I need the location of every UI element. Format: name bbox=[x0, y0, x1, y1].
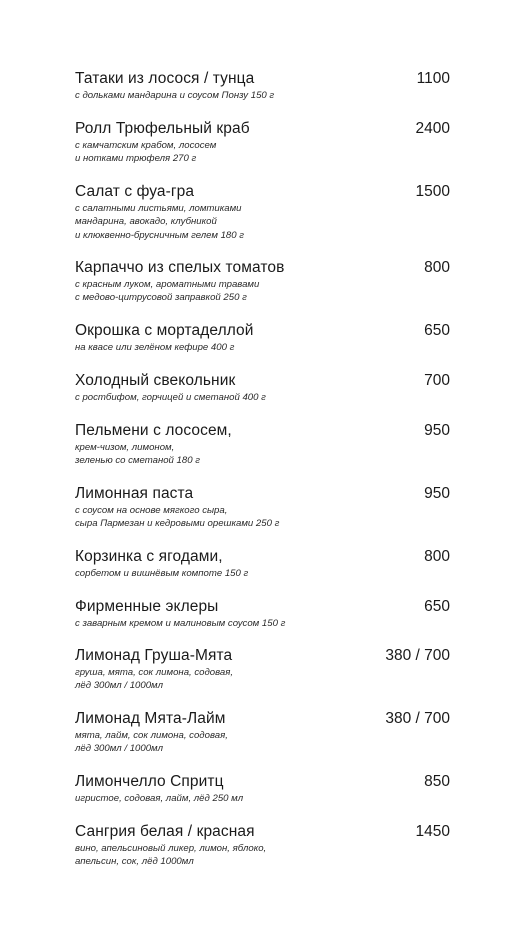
item-description-line: с красным луком, ароматными травами bbox=[75, 279, 260, 290]
item-description-line: мята, лайм, сок лимона, содовая, bbox=[75, 730, 228, 741]
item-name: Салат с фуа-гра bbox=[75, 183, 195, 200]
menu-item bbox=[75, 485, 450, 531]
item-description-line: зеленью со сметаной 180 г bbox=[75, 455, 200, 467]
item-description bbox=[75, 729, 450, 756]
item-name: Окрошка с мортаделлой bbox=[75, 322, 254, 339]
item-description-line: сыра Пармезан и кедровыми орешками 250 г bbox=[75, 518, 280, 530]
menu-item bbox=[75, 647, 450, 693]
menu-item bbox=[75, 598, 450, 630]
item-description bbox=[75, 89, 450, 102]
item-description bbox=[75, 617, 450, 630]
menu-item bbox=[75, 120, 450, 166]
menu-item bbox=[75, 548, 450, 580]
item-description-line: с салатными листьями, ломтиками bbox=[75, 203, 242, 214]
item-name: Карпаччо из спелых томатов bbox=[75, 259, 285, 276]
menu-item bbox=[75, 183, 450, 242]
item-description-line: и нотками трюфеля 270 г bbox=[75, 153, 197, 165]
item-description-line: игристое, содовая, лайм, лёд 250 мл bbox=[75, 793, 244, 804]
item-description bbox=[75, 504, 450, 531]
item-description-line: апельсин, сок, лёд 1000мл bbox=[75, 856, 194, 868]
item-name: Корзинка с ягодами, bbox=[75, 548, 223, 565]
item-name: Пельмени с лососем, bbox=[75, 422, 232, 439]
menu-item bbox=[75, 259, 450, 305]
item-description bbox=[75, 792, 450, 805]
item-description bbox=[75, 139, 450, 166]
item-price: 1450 bbox=[415, 823, 450, 840]
item-name: Сангрия белая / красная bbox=[75, 823, 255, 840]
item-description-line: крем-чизом, лимоном, bbox=[75, 442, 175, 453]
item-description bbox=[75, 441, 450, 468]
item-description-line: лёд 300мл / 1000мл bbox=[75, 680, 164, 692]
item-description bbox=[75, 278, 450, 305]
item-price: 380 / 700 bbox=[385, 647, 450, 664]
menu-item bbox=[75, 823, 450, 869]
item-description-line: с ростбифом, горчицей и сметаной 400 г bbox=[75, 392, 266, 403]
item-description-line: и клюквенно-брусничным гелем 180 г bbox=[75, 229, 245, 241]
item-description bbox=[75, 842, 450, 869]
item-description-line: с медово-цитрусовой заправкой 250 г bbox=[75, 292, 247, 304]
item-description-line: на квасе или зелёном кефире 400 г bbox=[75, 342, 235, 353]
menu-item bbox=[75, 773, 450, 805]
menu-item bbox=[75, 322, 450, 354]
item-price: 800 bbox=[424, 548, 450, 565]
item-name: Ролл Трюфельный краб bbox=[75, 120, 250, 137]
item-price: 850 bbox=[424, 773, 450, 790]
item-price: 1500 bbox=[415, 183, 450, 200]
item-description bbox=[75, 202, 450, 242]
menu-item bbox=[75, 710, 450, 756]
item-price: 380 / 700 bbox=[385, 710, 450, 727]
item-price: 650 bbox=[424, 598, 450, 615]
item-description-line: мандарина, авокадо, клубникой bbox=[75, 216, 217, 228]
item-price: 950 bbox=[424, 422, 450, 439]
item-name: Лимончелло Спритц bbox=[75, 773, 224, 790]
item-name: Татаки из лосося / тунца bbox=[75, 70, 255, 87]
item-description-line: груша, мята, сок лимона, содовая, bbox=[75, 667, 234, 678]
item-price: 950 bbox=[424, 485, 450, 502]
item-description bbox=[75, 341, 450, 354]
item-name: Лимонад Мята-Лайм bbox=[75, 710, 226, 727]
item-description bbox=[75, 567, 450, 580]
item-price: 800 bbox=[424, 259, 450, 276]
item-description-line: лёд 300мл / 1000мл bbox=[75, 743, 164, 755]
menu-item bbox=[75, 422, 450, 468]
item-name: Лимонад Груша-Мята bbox=[75, 647, 233, 664]
item-description-line: с заварным кремом и малиновым соусом 150 г bbox=[75, 618, 286, 629]
item-price: 2400 bbox=[415, 120, 450, 137]
item-description bbox=[75, 391, 450, 404]
item-description bbox=[75, 666, 450, 693]
item-price: 650 bbox=[424, 322, 450, 339]
item-description-line: с дольками мандарина и соусом Понзу 150 г bbox=[75, 90, 275, 101]
menu-item bbox=[75, 70, 450, 102]
menu-item bbox=[75, 372, 450, 404]
item-description-line: сорбетом и вишнёвым компоте 150 г bbox=[75, 568, 249, 579]
item-description-line: с соусом на основе мягкого сыра, bbox=[75, 505, 228, 516]
item-price: 1100 bbox=[416, 70, 450, 87]
item-name: Лимонная паста bbox=[75, 485, 194, 502]
item-description-line: с камчатским крабом, лососем bbox=[75, 140, 217, 151]
item-description-line: вино, апельсиновый ликер, лимон, яблоко, bbox=[75, 843, 267, 854]
item-name: Холодный свекольник bbox=[75, 372, 236, 389]
item-price: 700 bbox=[424, 372, 450, 389]
item-name: Фирменные эклеры bbox=[75, 598, 219, 615]
